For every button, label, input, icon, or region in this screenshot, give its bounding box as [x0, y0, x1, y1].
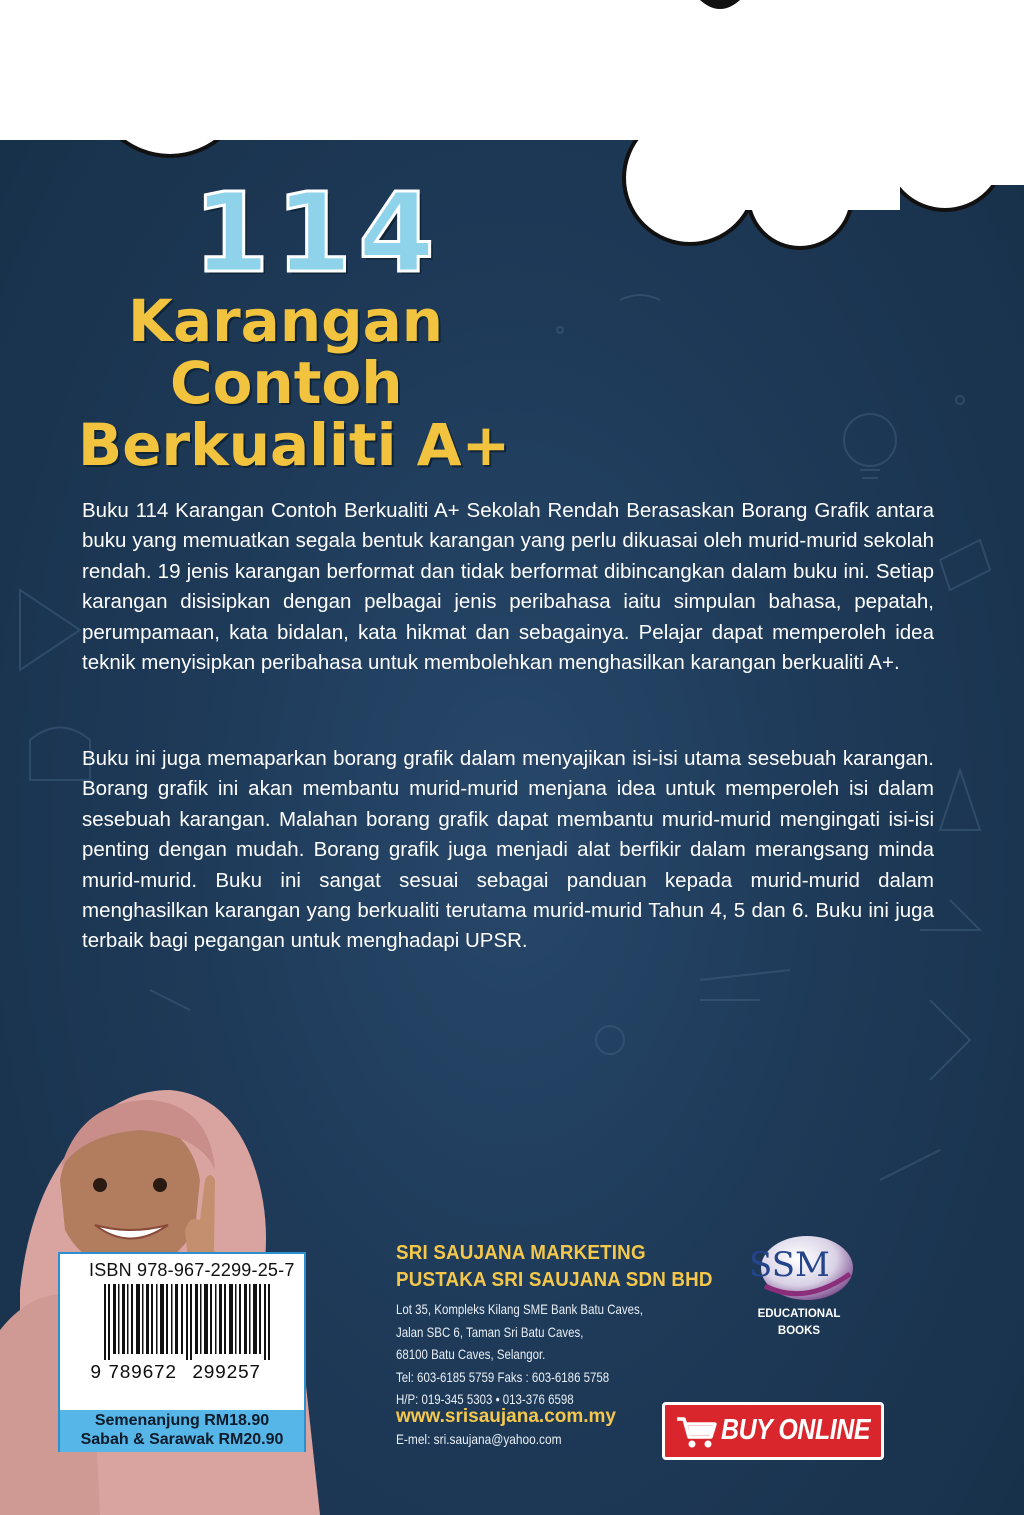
ssm-caption — [744, 1306, 854, 1340]
price-east-malaysia: Sabah & Sarawak RM20.90 — [80, 1431, 284, 1448]
phone-fax-line: Tel: 603-6185 5759 Faks : 603-6186 5758 — [396, 1368, 610, 1385]
title-line-karangan: Karangan — [128, 287, 444, 355]
price-panel — [60, 1410, 304, 1452]
publisher-address — [396, 1298, 643, 1411]
publisher-names — [396, 1240, 713, 1294]
barcode-right-digits: 299257 — [192, 1362, 261, 1384]
ssm-caption-line-2: BOOKS — [777, 1325, 821, 1337]
address-line: Lot 35, Kompleks Kilang SME Bank Batu Caves, — [396, 1301, 643, 1317]
isbn-number: ISBN 978-967-2299-25-7 — [89, 1260, 295, 1280]
address-line: Jalan SBC 6, Taman Sri Batu Caves, — [396, 1323, 584, 1340]
ssm-logo-icon — [745, 1234, 855, 1304]
isbn-barcode-panel — [58, 1252, 306, 1452]
address-line: 68100 Batu Caves, Selangor. — [396, 1346, 546, 1362]
publisher-name-2: PUSTAKA SRI SAUJANA SDN BHD — [396, 1269, 713, 1291]
ssm-caption-line-1: EDUCATIONAL — [757, 1308, 841, 1320]
title-line-berkualiti: Berkualiti A+ — [78, 411, 511, 479]
description-paragraph-2: Buku ini juga memaparkan borang grafik dalam menyajikan isi-isi utama sesebuah karangan. Borang grafik ini akan membantu murid-murid menjana idea untuk memperoleh isi dalam sesebuah karangan. Malahan borang grafik dapat membantu murid-murid mengingati isi-isi penting dengan mudah. Borang grafik juga menjadi alat berfikir dalam merangsang minda murid-murid. Buku ini sangat sesuai sebagai panduan kepada murid-murid dalam menghasilkan karangan yang berkualiti terutama murid-murid Tahun 4, 5 dan 6. Buku ini juga terbaik bagi pegangan untuk menghadapi UPSR. — [82, 747, 934, 953]
description-paragraph-1: Buku 114 Karangan Contoh Berkualiti A+ Sekolah Rendah Berasaskan Borang Grafik antara buku yang memuatkan segala bentuk karangan yang perlu dikuasai oleh murid-murid sekolah rendah. 19 jenis karangan berformat dan tidak berformat dibincangkan dalam buku ini. Setiap karangan disisipkan dengan pelbagai jenis peribahasa iaitu simpulan bahasa, pepatah, perumpamaan, kata bidalan, kata hikmat dan sebagainya. Pelajar dapat memperoleh idea teknik menyisipkan peribahasa untuk membolehkan menghasilkan karangan berkualiti A+. — [82, 499, 934, 675]
cloud-border — [0, 0, 1024, 270]
email-address[interactable]: E-mel: sri.saujana@yahoo.com — [396, 1431, 562, 1447]
barcode-left-digits: 789672 — [108, 1362, 177, 1384]
mobile-line: H/P: 019-345 5303 • 013-376 6598 — [396, 1391, 574, 1407]
barcode-first-digit: 9 — [90, 1362, 102, 1384]
ssm-logo-text: SSM — [749, 1245, 830, 1285]
title-line-contoh: Contoh — [170, 349, 403, 417]
price-peninsular: Semenanjung RM18.90 — [94, 1412, 270, 1429]
barcode-graphic — [104, 1284, 274, 1360]
shopping-cart-icon — [675, 1415, 717, 1449]
website-link[interactable]: www.srisaujana.com.my — [396, 1406, 616, 1427]
buy-online-button[interactable] — [662, 1402, 884, 1460]
publisher-name-1: SRI SAUJANA MARKETING — [396, 1242, 646, 1264]
buy-online-label: BUY ONLINE — [721, 1414, 871, 1446]
title-number: 114 — [193, 169, 441, 297]
